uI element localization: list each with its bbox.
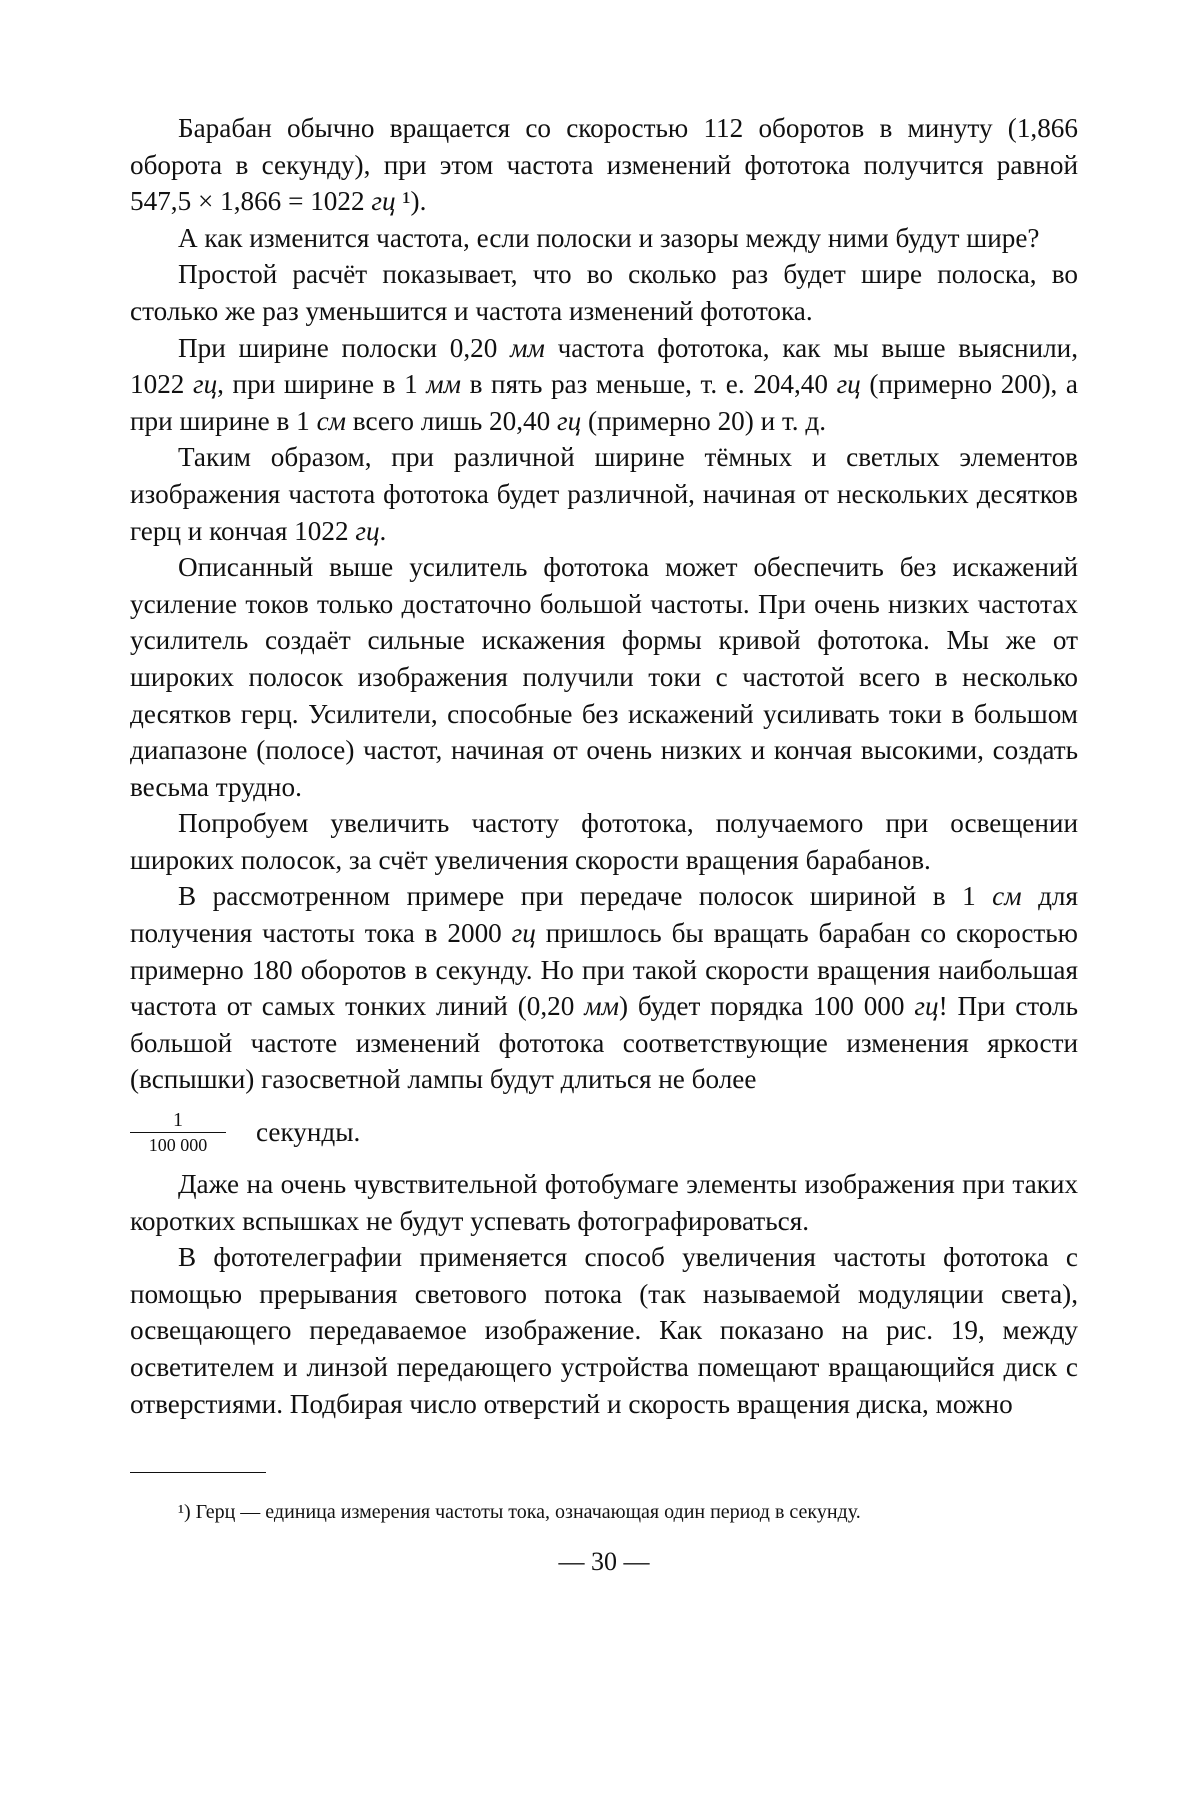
paragraph-8 (130, 878, 1078, 1098)
text-run: Попробуем увеличить частоту фототока, получаемого при освещении широких полосок, за счёт увеличения скорости вращения барабанов. (130, 808, 1078, 875)
text-run: ! При столь большой частоте изменений фототока соответствующие изменения яркости (вспышки) газосветной лампы будут длиться не более (130, 991, 1078, 1095)
text-run: В рассмотренном примере при передаче полосок шириной в 1 (178, 881, 993, 912)
unit-italic: гц (836, 369, 861, 400)
text-run: в пять раз меньше, т. е. 204,40 (461, 369, 837, 400)
unit-italic: гц (511, 918, 536, 949)
paragraph-2 (130, 220, 1078, 257)
text-run: Таким образом, при различной ширине тёмных и светлых элементов изображения частота фототока будет различной, начиная от нескольких десятков герц и кончая 1022 (130, 442, 1078, 546)
unit-italic: см (992, 881, 1022, 912)
text-run: для получения частоты тока в 2000 (130, 881, 1079, 949)
unit-italic: гц (355, 515, 380, 546)
text-run: Простой расчёт показывает, что во сколько раз будет шире полоска, во столько же раз уменьшится и частота изменений фототока. (130, 259, 1078, 326)
text-run: А как изменится частота, если полоски и зазоры между ними будут шире? (178, 222, 1040, 253)
book-page (130, 110, 1078, 1577)
fraction-suffix: секунды. (256, 1116, 361, 1147)
text-run: (примерно 200), а при ширине в 1 (130, 369, 1079, 436)
paragraph-6 (130, 549, 1078, 805)
unit-italic: мм (510, 332, 545, 363)
text-run: . (379, 515, 387, 546)
unit-italic: мм (584, 991, 619, 1022)
text-run: частота фототока, как мы выше выяснили, 1022 (130, 332, 1078, 400)
text-run: ) будет порядка 100 000 (618, 991, 915, 1022)
text-run: всего лишь 20,40 (345, 405, 558, 436)
unit-italic: гц (914, 991, 939, 1022)
fraction (130, 1108, 226, 1157)
page-number: — 30 — (558, 1547, 650, 1577)
fraction-denominator: 100 000 (148, 1134, 208, 1155)
fraction-line (130, 1098, 1078, 1166)
footnote-divider (130, 1472, 266, 1473)
footnote: ¹) Герц — единица измерения частоты тока, означающая один период в секунду. (178, 1501, 861, 1524)
text-run: Описанный выше усилитель фототока может обеспечить без искажений усиление токов только достаточно большой частоты. При очень низких частотах усилитель создаёт сильные искажения формы кривой фототока. Мы же от широких полосок изображения получили токи с частотой всего в несколько десятков герц. Усилители, способные без искажений усиливать токи в большом диапазоне (полосе) частот, начиная от очень низких и кончая высокими, создать весьма трудно. (130, 552, 1078, 802)
unit-italic: гц (557, 405, 582, 436)
paragraph-10 (130, 1239, 1078, 1422)
unit-italic: мм (426, 369, 461, 400)
paragraph-5 (130, 439, 1078, 549)
unit-italic: см (316, 405, 346, 436)
fraction-numerator: 1 (173, 1108, 183, 1131)
text-run: В фототелеграфии применяется способ увеличения частоты фототока с помощью прерывания светового потока (так называемой модуляции света), освещающего передаваемое изображение. Как показано на рис. 19, между осветителем и линзой передающего устройства помещают вращающийся диск с отверстиями. Подбирая число отверстий и скорость вращения диска, можно (130, 1242, 1078, 1419)
paragraph-9 (130, 1166, 1078, 1239)
text-run: ¹). (395, 186, 427, 217)
text-run: Даже на очень чувствительной фотобумаге элементы изображения при таких коротких вспышках не будут успевать фотографироваться. (130, 1169, 1078, 1236)
text-run: (примерно 20) и т. д. (581, 405, 827, 436)
text-run: , при ширине в 1 (217, 369, 427, 400)
paragraph-7 (130, 805, 1078, 878)
text-run: При ширине полоски 0,20 (178, 332, 511, 363)
text-run: Барабан обычно вращается со скоростью 112 оборотов в минуту (1,866 оборота в секунду), при этом частота изменений фототока получится равной 547,5 × 1,866 = 1022 (130, 113, 1078, 217)
paragraph-1 (130, 110, 1078, 220)
paragraph-4 (130, 330, 1078, 440)
text-run: пришлось бы вращать барабан со скоростью примерно 180 оборотов в секунду. Но при такой скорости вращения наибольшая частота от самых тонких линий (0,20 (130, 918, 1078, 1022)
unit-italic: гц (192, 369, 218, 400)
paragraph-3 (130, 256, 1078, 329)
unit-italic: гц (371, 186, 396, 217)
